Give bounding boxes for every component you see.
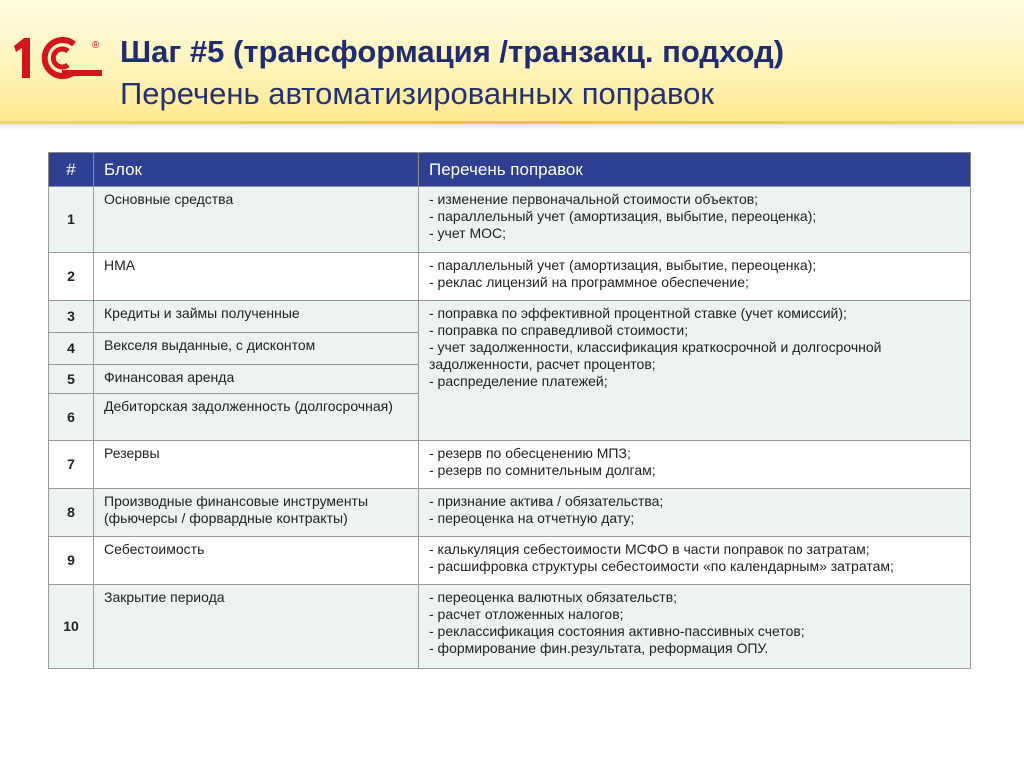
row-block: Финансовая аренда — [94, 365, 419, 394]
row-number: 4 — [49, 333, 94, 365]
row-block: НМА — [94, 253, 419, 301]
table-row — [49, 585, 971, 669]
row-block: Основные средства — [94, 187, 419, 253]
table-row — [49, 301, 971, 333]
row-adjustments-merged — [419, 301, 971, 441]
row-number: 8 — [49, 489, 94, 537]
adjustment-item: - поправка по эффективной процентной ставке (учет комиссий); — [429, 305, 847, 321]
adjustment-item: - расшифровка структуры себестоимости «по календарным» затратам; — [429, 558, 894, 574]
row-block: Дебиторская задолженность (долгосрочная) — [94, 394, 419, 441]
row-adjustments — [419, 441, 971, 489]
slide-subtitle: Перечень автоматизированных поправок — [120, 76, 714, 111]
row-adjustments — [419, 187, 971, 253]
table-row — [49, 187, 971, 253]
row-number: 6 — [49, 394, 94, 441]
row-block: Закрытие периода — [94, 585, 419, 669]
row-block: Кредиты и займы полученные — [94, 301, 419, 333]
adjustment-item: - формирование фин.результата, реформация ОПУ. — [429, 640, 769, 656]
adjustment-item: - признание актива / обязательства; — [429, 493, 664, 509]
adjustments-table — [48, 152, 971, 669]
table-row — [49, 441, 971, 489]
adjustment-item: - учет МОС; — [429, 225, 507, 241]
column-header-adjustments: Перечень поправок — [419, 153, 971, 187]
column-header-number: # — [49, 153, 94, 187]
row-block: Векселя выданные, с дисконтом — [94, 333, 419, 365]
adjustment-item: задолженности, расчет процентов; — [429, 356, 656, 372]
table-header-row — [49, 153, 971, 187]
adjustment-item: - учет задолженности, классификация краткосрочной и долгосрочной — [429, 339, 882, 355]
row-block: Резервы — [94, 441, 419, 489]
adjustment-item: - реклассификация состояния активно-пассивных счетов; — [429, 623, 805, 639]
row-adjustments — [419, 253, 971, 301]
row-number: 7 — [49, 441, 94, 489]
adjustment-item: - переоценка валютных обязательств; — [429, 589, 678, 605]
adjustment-item: - распределение платежей; — [429, 373, 608, 389]
adjustment-item: - изменение первоначальной стоимости объектов; — [429, 191, 759, 207]
1c-logo-icon — [10, 34, 106, 82]
header-shadow — [0, 124, 1024, 130]
adjustment-item: - реклас лицензий на программное обеспечение; — [429, 274, 749, 290]
row-number: 5 — [49, 365, 94, 394]
table-row — [49, 537, 971, 585]
table-row — [49, 253, 971, 301]
adjustment-item: - переоценка на отчетную дату; — [429, 510, 635, 526]
adjustment-item: - резерв по обесценению МПЗ; — [429, 445, 631, 461]
table-row — [49, 489, 971, 537]
row-number: 9 — [49, 537, 94, 585]
adjustment-item: - параллельный учет (амортизация, выбытие, переоценка); — [429, 208, 817, 224]
row-number: 10 — [49, 585, 94, 669]
row-number: 2 — [49, 253, 94, 301]
row-block: Себестоимость — [94, 537, 419, 585]
row-adjustments — [419, 585, 971, 669]
svg-text:®: ® — [92, 40, 100, 51]
row-number: 3 — [49, 301, 94, 333]
row-block: Производные финансовые инструменты (фьючерсы / форвардные контракты) — [94, 489, 419, 537]
row-adjustments — [419, 537, 971, 585]
row-number: 1 — [49, 187, 94, 253]
column-header-block: Блок — [94, 153, 419, 187]
row-adjustments — [419, 489, 971, 537]
adjustment-item: - резерв по сомнительным долгам; — [429, 462, 656, 478]
adjustment-item: - расчет отложенных налогов; — [429, 606, 624, 622]
adjustment-item: - параллельный учет (амортизация, выбытие, переоценка); — [429, 257, 817, 273]
adjustment-item: - поправка по справедливой стоимости; — [429, 322, 689, 338]
adjustment-item: - калькуляция себестоимости МСФО в части поправок по затратам; — [429, 541, 870, 557]
slide-title: Шаг #5 (трансформация /транзакц. подход) — [120, 34, 785, 69]
